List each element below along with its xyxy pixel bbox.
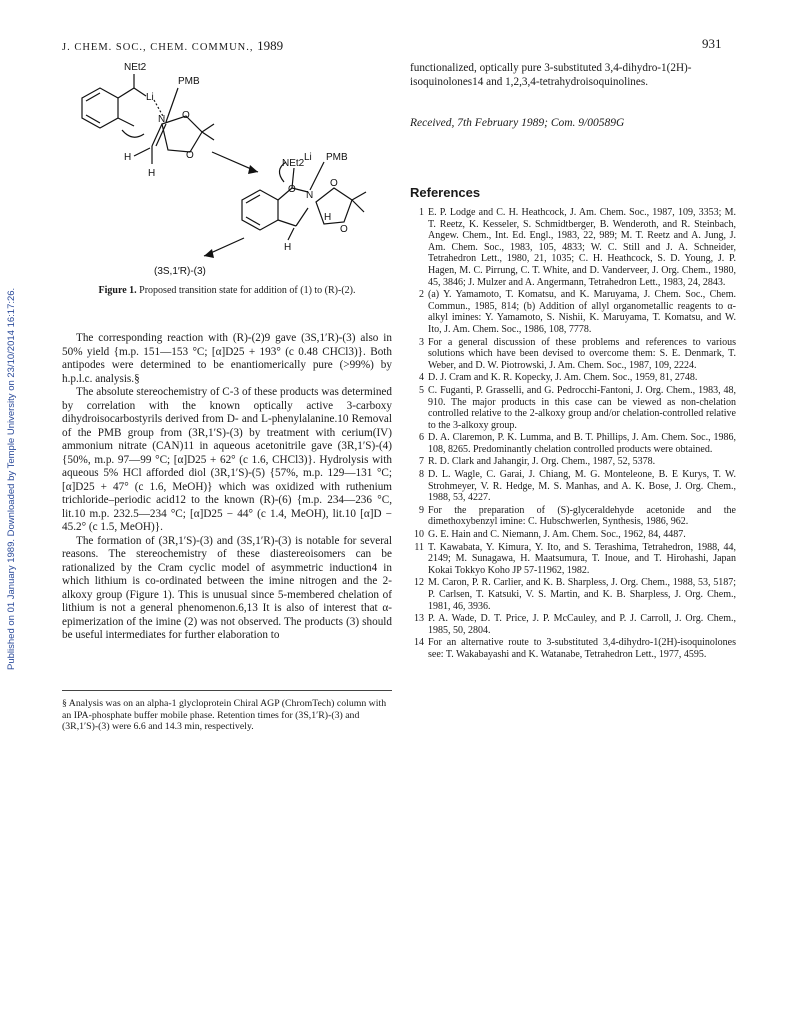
- reference-text: D. A. Claremon, P. K. Lumma, and B. T. Phillips, J. Am. Chem. Soc., 1986, 108, 8265. Predominantly chelation controlled products were obtained.: [428, 432, 736, 455]
- reference-item: [410, 637, 736, 660]
- reference-number: 2: [419, 289, 424, 301]
- top-carbonyl-bond: [118, 88, 134, 98]
- bottom-methyl-2: [352, 200, 364, 212]
- label-pmb-top: PMB: [178, 76, 200, 87]
- reference-item: [410, 469, 736, 504]
- reference-item: [410, 456, 736, 468]
- reaction-arrow-1-head: [248, 165, 258, 174]
- bottom-dioxolane: [316, 188, 352, 224]
- bottom-pmb-bond: [310, 162, 324, 190]
- references-heading: References: [410, 185, 481, 200]
- label-o-bottom-3: O: [340, 224, 348, 235]
- reference-item: [410, 385, 736, 431]
- bottom-chain-2: [296, 208, 308, 226]
- header-year: 1989: [257, 38, 284, 53]
- reference-text: P. A. Wade, D. T. Price, J. P. McCauley, and P. J. Carroll, J. Org. Chem., 1985, 50, 2804.: [428, 613, 736, 636]
- label-h-top-2: H: [148, 168, 156, 179]
- reference-text: G. E. Hain and C. Niemann, J. Am. Chem. Soc., 1962, 84, 4487.: [428, 529, 686, 541]
- reference-text: For an alternative route to 3-substituted 3,4-dihydro-1(2H)-isoquinolones see: T. Wakabayashi and K. Watanabe, Tetrahedron Lett., 1977, 4595.: [428, 637, 736, 660]
- top-pmb-bond: [166, 88, 178, 122]
- label-h-bottom-1: H: [324, 212, 332, 223]
- label-product: (3S,1′R)-(3): [154, 266, 206, 277]
- reference-text: For the preparation of (S)-glyceraldehyde acetonide and the dimethoxybenzyl imine: C. Hubschwerlen, Synthesis, 1986, 962.: [428, 504, 736, 528]
- bottom-methyl-1: [352, 192, 366, 200]
- top-benzene-ring: [82, 88, 118, 128]
- reference-number: 12: [414, 577, 424, 589]
- label-net2-bottom: NEt2: [282, 158, 305, 169]
- reference-number: 13: [414, 613, 424, 625]
- label-o-bottom-2: O: [330, 178, 338, 189]
- top-chain-bond: [118, 118, 134, 126]
- reference-item: [410, 432, 736, 455]
- reference-number: 4: [419, 372, 424, 384]
- reference-item: [410, 577, 736, 612]
- bottom-chain-1: [278, 220, 296, 226]
- reference-text: For a general discussion of these problems and references to various solutions which have been devised to overcome them: S. E. Denmark, T. Weber, and D. W. Piotrowski, J. Am. Chem. Soc., 1987, 109, 2224.: [428, 336, 736, 371]
- label-n-top: N: [158, 114, 166, 125]
- reference-number: 1: [419, 207, 424, 218]
- top-structure: [82, 62, 214, 179]
- reference-number: 3: [419, 336, 424, 348]
- label-h-top-1: H: [124, 152, 132, 163]
- top-arrow-curve: [122, 130, 144, 137]
- reference-item: [410, 529, 736, 541]
- journal-name: J. CHEM. SOC., CHEM. COMMUN.,: [62, 42, 254, 53]
- label-o-top-1: O: [182, 110, 190, 121]
- footnote-rule: [62, 690, 392, 691]
- reference-text: D. J. Cram and K. R. Kopecky, J. Am. Chem. Soc., 1959, 81, 2748.: [428, 372, 698, 384]
- reference-text: T. Kawabata, Y. Kimura, Y. Ito, and S. Terashima, Tetrahedron, 1988, 44, 2149; M. Sunagawa, H. Maatsumura, T. Inoue, and T. Hirohashi, Japan Kokai Tokkyo Koho JP 57-11962, 1982.: [428, 541, 736, 576]
- reference-text: R. D. Clark and Jahangir, J. Org. Chem., 1987, 52, 5378.: [428, 456, 656, 468]
- continuation-text: functionalized, optically pure 3-substituted 3,4-dihydro-1(2H)-isoquinolones14 and 1,2,3,4-tetrahydroisoquinolines.: [410, 62, 692, 88]
- download-notice-text: Published on 01 January 1989. Downloaded by Temple University on 23/10/2014 16:17:26.: [6, 287, 17, 670]
- label-li-bottom: Li: [304, 152, 312, 163]
- reference-number: 10: [414, 529, 424, 541]
- received-line: Received, 7th February 1989; Com. 9/00589G: [410, 117, 625, 129]
- figure-1-scheme: [62, 52, 392, 280]
- reference-number: 9: [419, 504, 424, 516]
- paragraph-2: The absolute stereochemistry of C-3 of these products was determined by correlation with the known optically active 3-carboxy dihydroisocarbostyrils derived from D- and L-phenylalanine.10 Removal of the PMB group from (3R,1′S)-(3) by treatment with cerium(IV) ammonium nitrate (CAN)11 in aqueous acetonitrile gave (3R,1′S)-(4) {50%, m.p. 97—99 °C; [α]D25 + 62° (c 1.6, CHCl3)}. Hydrolysis with aqueous 5% HCl afforded diol (3R,1′S)-(5) {57%, m.p. 129—131 °C; [α]D25 + 47° (c 1.6, MeOH)} which was oxidized with ruthenium trichloride–periodic acid12 to the known (R)-(6) {m.p. 234—236 °C, lit.10 m.p. 232.5—234 °C; [α]D25 − 44° (c 1.4, MeOH), lit.10 [α]D − 45.2° (c 1.5, MeOH)}.: [62, 386, 392, 533]
- top-h-bond: [134, 148, 150, 156]
- paragraph-1: The corresponding reaction with (R)-(2)9 gave (3S,1′R)-(3) also in 50% yield {m.p. 151—153 °C; [α]D25 + 193° (c 0.48 CHCl3)}. Both antipodes were determined to be enantiomerically pure (>99%) by h.p.l.c. analysis.§: [62, 332, 392, 385]
- reference-item: [410, 542, 736, 577]
- reference-list: [410, 207, 736, 662]
- reference-item: [410, 372, 736, 384]
- reference-number: 14: [414, 637, 424, 649]
- reference-text: M. Caron, P. R. Carlier, and K. B. Sharpless, J. Org. Chem., 1988, 53, 5187; P. Carlsen, T. Katsuki, V. S. Martin, and K. B. Sharpless, J. Org. Chem., 1981, 46, 3936.: [428, 577, 736, 612]
- reference-text: C. Fuganti, P. Grasselli, and G. Pedrocchi-Fantoni, J. Org. Chem., 1983, 48, 910. The major products in this case can be viewed as non-chelation controlled relative to the 2-alkoxy group and/or chelation-controlled relative to the 3-alkoxy group.: [428, 384, 736, 431]
- label-h-bottom-2: H: [284, 242, 292, 253]
- top-dioxolane: [162, 116, 202, 152]
- footnote: § Analysis was on an alpha-1 glycloprotein Chiral AGP (ChromTech) column with an IPA-phosphate buffer mobile phase. Retention times for (3S,1′R)-(3) and (3R,1′S)-(3) were 6.6 and 14.3 min, respectively.: [62, 698, 387, 732]
- paragraph-3: The formation of (3R,1′S)-(3) and (3S,1′R)-(3) is notable for several reasons. The stereochemistry of these diastereoisomers can be rationalized by the Cram cyclic model of asymmetric induction4 in which lithium is co-ordinated between the imine nitrogen and the 2-alkoxy group (Figure 1). This is unusual since 5-membered chelation of lithium is not a general phenomenon.6,13 It is also of interest that α-epimerization of the imine (2) was not observed. The products (3) should be useful intermediates for further elaboration to: [62, 534, 392, 641]
- reference-number: 7: [419, 456, 424, 468]
- reference-item: [410, 613, 736, 636]
- label-n-bottom: N: [306, 190, 314, 201]
- reference-item: [410, 289, 736, 335]
- bottom-h-bond: [288, 228, 294, 240]
- reference-item: [410, 505, 736, 528]
- caption-label: Figure 1.: [98, 285, 137, 296]
- bottom-structure: [242, 152, 366, 253]
- reference-item: [410, 337, 736, 372]
- right-column-continuation: [410, 62, 735, 89]
- reference-text: (a) Y. Yamamoto, T. Komatsu, and K. Maruyama, J. Chem. Soc., Chem. Commun., 1985, 814; (b) Addition of allyl organometallic reagents to α-alkyl imines: Y. Yamamoto, S. Nishii, K. Maruyama, T. Komatsu, and W. Ito, J. Am. Chem. Soc., 1986, 108, 7778.: [428, 289, 736, 335]
- caption-text: Proposed transition state for addition of (1) to (R)-(2).: [139, 285, 356, 296]
- reference-text: D. L. Wagle, C. Garai, J. Chiang, M. G. Monteleone, B. E Kurys, T. W. Strohmeyer, V. R. Hedge, M. S. Manhas, and A. K. Bose, J. Org. Chem., 1988, 53, 4227.: [428, 469, 736, 504]
- top-methyl-2: [202, 132, 214, 140]
- reference-number: 8: [419, 469, 424, 481]
- reference-number: 11: [414, 541, 424, 553]
- reaction-arrow-2-head: [204, 249, 214, 258]
- reference-number: 6: [419, 432, 424, 444]
- bottom-benzene-ring: [242, 190, 278, 230]
- left-column-body: [62, 332, 392, 643]
- top-co-bond: [134, 88, 146, 96]
- top-methyl-1: [202, 124, 214, 132]
- reference-number: 5: [419, 384, 424, 396]
- label-li-top: Li: [146, 92, 154, 103]
- label-net2-top: NEt2: [124, 62, 147, 73]
- label-o-top-2: O: [186, 150, 194, 161]
- figure-caption: [62, 285, 392, 296]
- label-o-bottom-1: O: [288, 184, 296, 195]
- page-number: 931: [702, 36, 722, 51]
- label-pmb-bottom: PMB: [326, 152, 348, 163]
- reference-item: [410, 207, 736, 288]
- reference-text: E. P. Lodge and C. H. Heathcock, J. Am. Chem. Soc., 1987, 109, 3353; M. T. Reetz, K. Kesseler, S. Schmidtberger, B. Wenderoth, and R. Steinbach, Angew. Chem., Int. Ed. Engl., 1983, 22, 989; M. T. Reetz and A. Jung, J. Am. Chem. Soc., 1983, 105, 4833; W. C. Still and J. A. Schneider, Tetrahedron Lett., 1980, 21, 1035; C. H. Heathcock, S. D. Young, J. P. Hagen, M. C. Pirrung, C. T. White, and D. Vanderveer, J. Org. Chem., 1980, 45, 3846; J. Mulzer and A. Angermann, Tetrahedron Lett., 1983, 24, 2843.: [428, 207, 736, 288]
